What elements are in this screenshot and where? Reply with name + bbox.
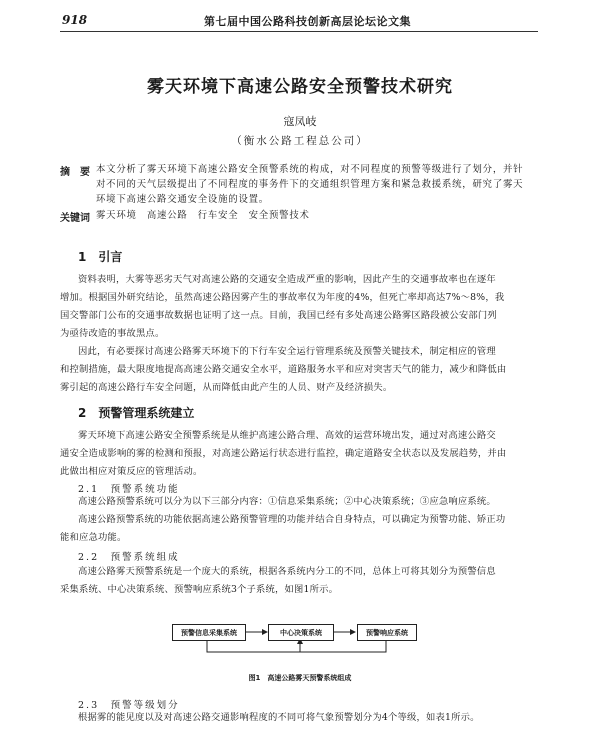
para-line: 和控制措施，最大限度地提高高速公路交通安全水平，道路服务水平和应对突害天气的能力，减少和降低由 bbox=[60, 364, 507, 375]
subsection-2-1-text bbox=[60, 493, 542, 547]
para-line: 通安全造成影响的雾的检测和预报，对高速公路运行状态进行监控，确定道路安全状态以及发展趋势，并由 bbox=[60, 448, 507, 459]
abstract-label: 摘 要 bbox=[60, 167, 90, 178]
section-1-para-1 bbox=[60, 271, 542, 343]
para-line: 根据雾的能见度以及对高速公路交通影响程度的不同可将气象预警划分为4个等级，如表1所示。 bbox=[78, 712, 480, 723]
affiliation: （衡水公路工程总公司） bbox=[231, 135, 369, 147]
keywords-text: 雾天环境 高速公路 行车安全 安全预警技术 bbox=[96, 210, 310, 221]
abstract-line: 本文分析了雾天环境下高速公路安全预警系统的构成，对不同程度的预警等级进行了划分，并针 bbox=[96, 164, 524, 175]
author: 寇凤岐 bbox=[283, 115, 317, 128]
box-central-decision: 中心决策系统 bbox=[268, 624, 334, 641]
section-2-para-1 bbox=[60, 427, 542, 481]
para-line: 采集系统、中心决策系统、预警响应系统3个子系统，如图1所示。 bbox=[60, 584, 339, 595]
para-line: 资料表明，大雾等恶劣天气对高速公路的交通安全造成严重的影响，因此产生的交通事故率也在逐年 bbox=[78, 274, 496, 285]
para-line: 因此，有必要探讨高速公路雾天环境下的下行车安全运行管理系统及预警关键技术，制定相应的管理 bbox=[78, 346, 496, 357]
running-title: 第七届中国公路科技创新高层论坛论文集 bbox=[204, 15, 411, 28]
para-line: 高速公路预警系统可以分为以下三部分内容：①信息采集系统；②中心决策系统；③应急响应系统。 bbox=[78, 496, 496, 507]
subsection-2-2-text bbox=[60, 563, 542, 599]
abstract-line: 环境下高速公路交通安全设施的设置。 bbox=[96, 194, 269, 205]
para-line: 增加。根据国外研究结论，虽然高速公路因雾产生的事故率仅为年度的4%，但死亡率却高达7%～8%，我 bbox=[60, 292, 505, 303]
para-line: 能和应急功能。 bbox=[60, 532, 127, 543]
section-1-heading: 1 引言 bbox=[78, 250, 123, 264]
section-2-heading: 2 预警管理系统建立 bbox=[78, 406, 195, 420]
subsection-2-3-heading: 2.3 预警等级划分 bbox=[78, 700, 180, 711]
paper-title: 雾天环境下高速公路安全预警技术研究 bbox=[147, 77, 453, 97]
para-line: 为亟待改造的事故黑点。 bbox=[60, 328, 165, 339]
para-line: 雾引起的高速公路行车安全问题，从而降低由此产生的人员、财产及经济损失。 bbox=[60, 382, 393, 393]
page-number: 918 bbox=[62, 13, 88, 27]
keywords-label: 关键词 bbox=[60, 213, 90, 224]
para-line: 高速公路预警系统的功能依据高速公路预警管理的功能并结合自身特点，可以确定为预警功能、矫正功 bbox=[78, 514, 506, 525]
para-line: 高速公路雾天预警系统是一个庞大的系统，根据各系统内分工的不同，总体上可将其划分为预警信息 bbox=[78, 566, 496, 577]
para-line: 此做出相应对策反应的管理活动。 bbox=[60, 466, 203, 477]
subsection-2-1-heading: 2.1 预警系统功能 bbox=[78, 484, 180, 495]
subsection-2-3-text bbox=[60, 709, 542, 727]
figure-1-caption: 图1 高速公路雾天预警系统组成 bbox=[248, 674, 352, 682]
para-line: 国交警部门公布的交通事故数据也证明了这一点。目前，我国已经有多处高速公路雾区路段被公安部门列 bbox=[60, 310, 497, 321]
para-line: 雾天环境下高速公路安全预警系统是从维护高速公路合理、高效的运营环境出发，通过对高速公路交 bbox=[78, 430, 496, 441]
header-rule bbox=[60, 31, 538, 32]
box-info-collection: 预警信息采集系统 bbox=[172, 624, 246, 641]
subsection-2-2-heading: 2.2 预警系统组成 bbox=[78, 552, 180, 563]
abstract-text bbox=[96, 162, 542, 207]
abstract-line: 对不同的天气层级提出了不同程度的事务件下的交通组织管理方案和紧急救援系统，研究了雾天 bbox=[96, 179, 524, 190]
box-warning-response: 预警响应系统 bbox=[357, 624, 417, 641]
section-1-para-2 bbox=[60, 343, 542, 397]
